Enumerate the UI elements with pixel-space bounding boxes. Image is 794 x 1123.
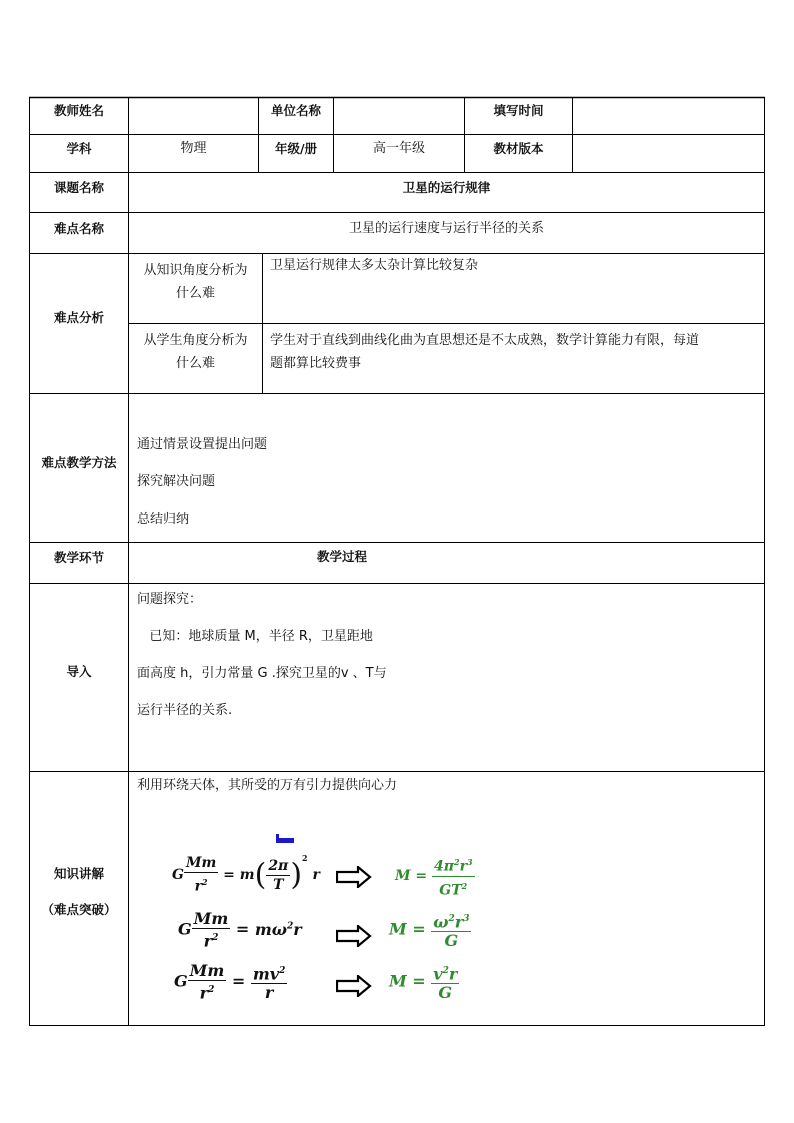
- implies-arrow-icon: [336, 866, 372, 888]
- intro-label: 导入: [66, 663, 92, 679]
- student-angle-label-line1: 从学生角度分析为: [143, 333, 248, 348]
- formula-period-left: G $\frac{Mm}{r^2}$ = m( $\frac{2\pi}{T}$ )$^2$ r: [172, 853, 320, 895]
- teacher-name-value: [129, 98, 258, 134]
- knowledge-explanation-label: [30, 864, 128, 924]
- intro-line: 面高度 h，引力常量 G .探究卫星的v 、T与: [137, 666, 387, 681]
- formula-angular-left: G $\frac{Mm}{r^2}$ = $m\omega^2r$: [178, 909, 302, 951]
- knowledge-explanation-subtitle: （难点突破）: [41, 902, 117, 917]
- fill-date-value: [573, 98, 764, 134]
- intro-line: 运行半径的关系.: [137, 703, 233, 718]
- teaching-step-label: 教学环节: [53, 549, 104, 565]
- method-item: 总结归纳: [137, 512, 190, 527]
- unit-name-value: [334, 98, 464, 134]
- teaching-method-label: 难点教学方法: [41, 454, 117, 470]
- teacher-name-label: 教师姓名: [53, 102, 104, 118]
- formula-angular-right: M = $\frac{\omega^2r^3}{G}$: [389, 910, 471, 950]
- topic-value: 卫星的运行规律: [402, 179, 491, 195]
- student-angle-label-line2: 什么难: [175, 356, 215, 371]
- student-angle-value-line1: 学生对于直线到曲线化曲为直思想还是不太成熟，数学计算能力有限，每道: [270, 333, 700, 348]
- method-item: 通过情景设置提出问题: [137, 437, 268, 452]
- fill-date-label: 填写时间: [493, 102, 544, 118]
- formula-velocity-right: M = $\frac{v^2r}{G}$: [389, 962, 459, 1002]
- unit-name-label: 单位名称: [270, 102, 321, 118]
- teaching-process-label: 教学过程: [317, 549, 368, 564]
- topic-label: 课题名称: [53, 179, 104, 195]
- knowledge-angle-value: 卫星运行规律太多太杂计算比较复杂: [270, 258, 479, 273]
- method-item: 探究解决问题: [137, 474, 216, 489]
- student-angle-label: [129, 329, 262, 389]
- subject-label: 学科: [66, 140, 92, 156]
- grade-label: 年级/册: [274, 140, 318, 156]
- intro-line: 已知：地球质量 M，半径 R，卫星距地: [137, 629, 373, 644]
- implies-arrow-icon: [336, 975, 372, 997]
- intro-line: 问题探究：: [137, 592, 203, 607]
- grade-value: 高一年级: [372, 140, 425, 156]
- student-angle-value-line2: 题都算比较费事: [270, 356, 362, 371]
- difficulty-value: 卫星的运行速度与运行半径的关系: [348, 220, 544, 236]
- textbook-label: 教材版本: [493, 140, 544, 156]
- student-angle-value: [270, 329, 764, 389]
- knowledge-intro-text: 利用环绕天体，其所受的万有引力提供向心力: [137, 778, 398, 793]
- blue-marker-tick: [276, 834, 279, 843]
- knowledge-explanation-title: 知识讲解: [53, 866, 104, 881]
- formula-velocity-left: G $\frac{Mm}{r^2}$ = $\frac{mv^2}{r}$: [174, 961, 286, 1003]
- difficulty-label: 难点名称: [53, 220, 104, 236]
- knowledge-angle-label-line1: 从知识角度分析为: [143, 263, 248, 278]
- subject-value: 物理: [180, 140, 207, 156]
- analysis-label: 难点分析: [53, 309, 104, 325]
- formula-period-right: M = $\frac{4\pi^2r^3}{GT^2}$: [395, 853, 475, 899]
- textbook-value: [573, 135, 764, 161]
- knowledge-angle-label-line2: 什么难: [175, 286, 215, 301]
- implies-arrow-icon: [336, 925, 372, 947]
- knowledge-angle-label: [129, 259, 262, 319]
